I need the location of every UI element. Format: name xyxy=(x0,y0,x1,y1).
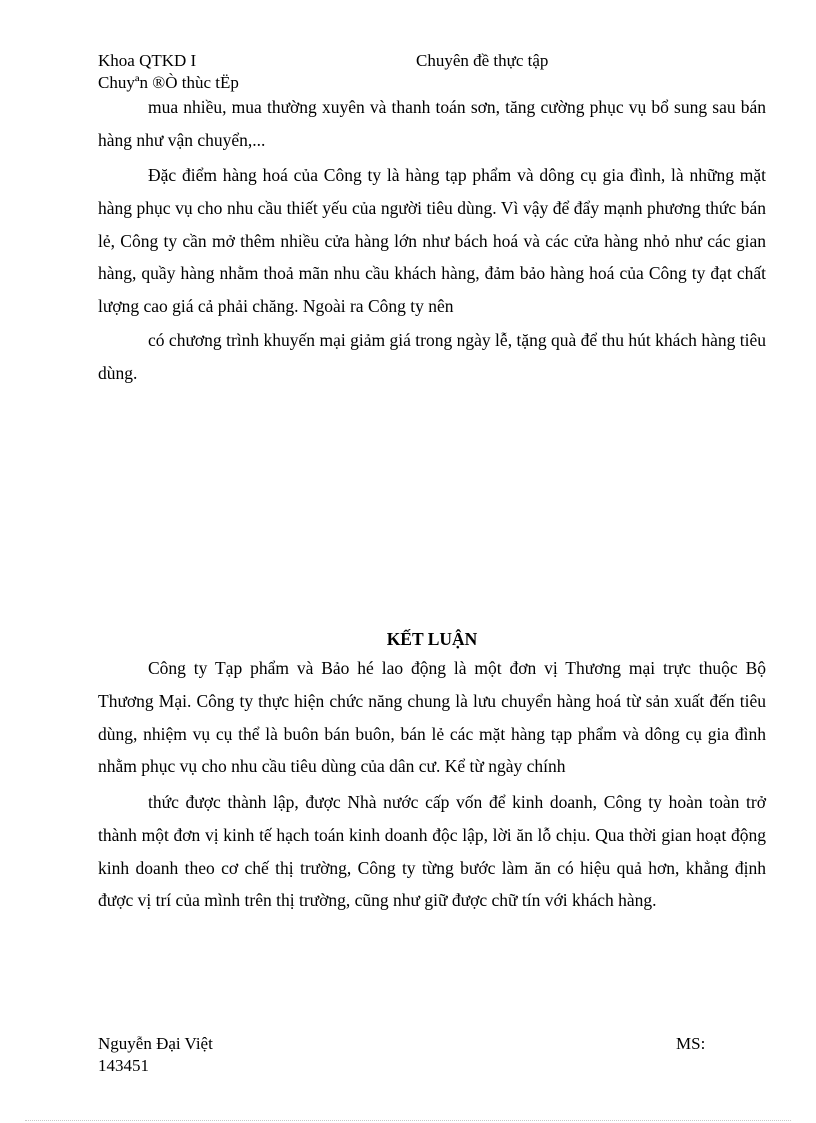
body-section-2 xyxy=(98,159,766,323)
body-section-1 xyxy=(98,91,766,157)
header-subtitle-legacy-encoding: Chuyªn ®Ò thùc tËp xyxy=(98,73,239,92)
page-bottom-divider xyxy=(25,1120,791,1121)
footer-ms-number: 143451 xyxy=(98,1056,149,1075)
header-faculty: Khoa QTKD I xyxy=(98,51,197,70)
header-title: Chuyên đề thực tập xyxy=(416,51,549,70)
paragraph-5: thức được thành lập, được Nhà nước cấp vốn để kinh doanh, Công ty hoàn toàn trở thành một đơn vị kinh tế hạch toán kinh doanh độc lập, lời ăn lỗ chịu. Qua thời gian hoạt động kinh doanh theo cơ chế thị trường, Công ty từng bước làm ăn có hiệu quả hơn, khẳng định được vị trí của mình trên thị trường, cũng như giữ được chữ tín với khách hàng. xyxy=(98,792,766,911)
body-section-5 xyxy=(98,786,766,917)
footer-author-name: Nguyễn Đại Việt xyxy=(98,1034,213,1053)
paragraph-4: Công ty Tạp phẩm và Bảo hé lao động là một đơn vị Thương mại trực thuộc Bộ Thương Mại. Công ty thực hiện chức năng chung là lưu chuyển hàng hoá từ sản xuất đến tiêu dùng, nhiệm vụ cụ thể là buôn bán buôn, bán lẻ các mặt hàng tạp phẩm và dông cụ gia đình nhằm phục vụ cho nhu cầu tiêu dùng của dân cư. Kể từ ngày chính xyxy=(98,658,766,777)
body-section-3 xyxy=(98,324,766,390)
footer-ms-label: MS: xyxy=(676,1034,706,1053)
body-section-4 xyxy=(98,652,766,783)
paragraph-3: có chương trình khuyến mại giảm giá trong ngày lễ, tặng quà để thu hút khách hàng tiêu dùng. xyxy=(98,330,766,383)
paragraph-1: mua nhiều, mua thường xuyên và thanh toán sơn, tăng cường phục vụ bổ sung sau bán hàng như vận chuyển,... xyxy=(98,97,766,150)
section-heading-conclusion: KẾT LUẬN xyxy=(386,629,478,649)
paragraph-2: Đặc điểm hàng hoá của Công ty là hàng tạp phẩm và dông cụ gia đình, là những mặt hàng phục vụ cho nhu cầu thiết yếu của người tiêu dùng. Vì vậy để đẩy mạnh phương thức bán lẻ, Công ty cần mở thêm nhiều cửa hàng lớn như bách hoá và các cửa hàng nhỏ như các gian hàng, quầy hàng nhằm thoả mãn nhu cầu khách hàng, đảm bảo hàng hoá của Công ty đạt chất lượng cao giá cả phải chăng. Ngoài ra Công ty nên xyxy=(98,165,766,317)
